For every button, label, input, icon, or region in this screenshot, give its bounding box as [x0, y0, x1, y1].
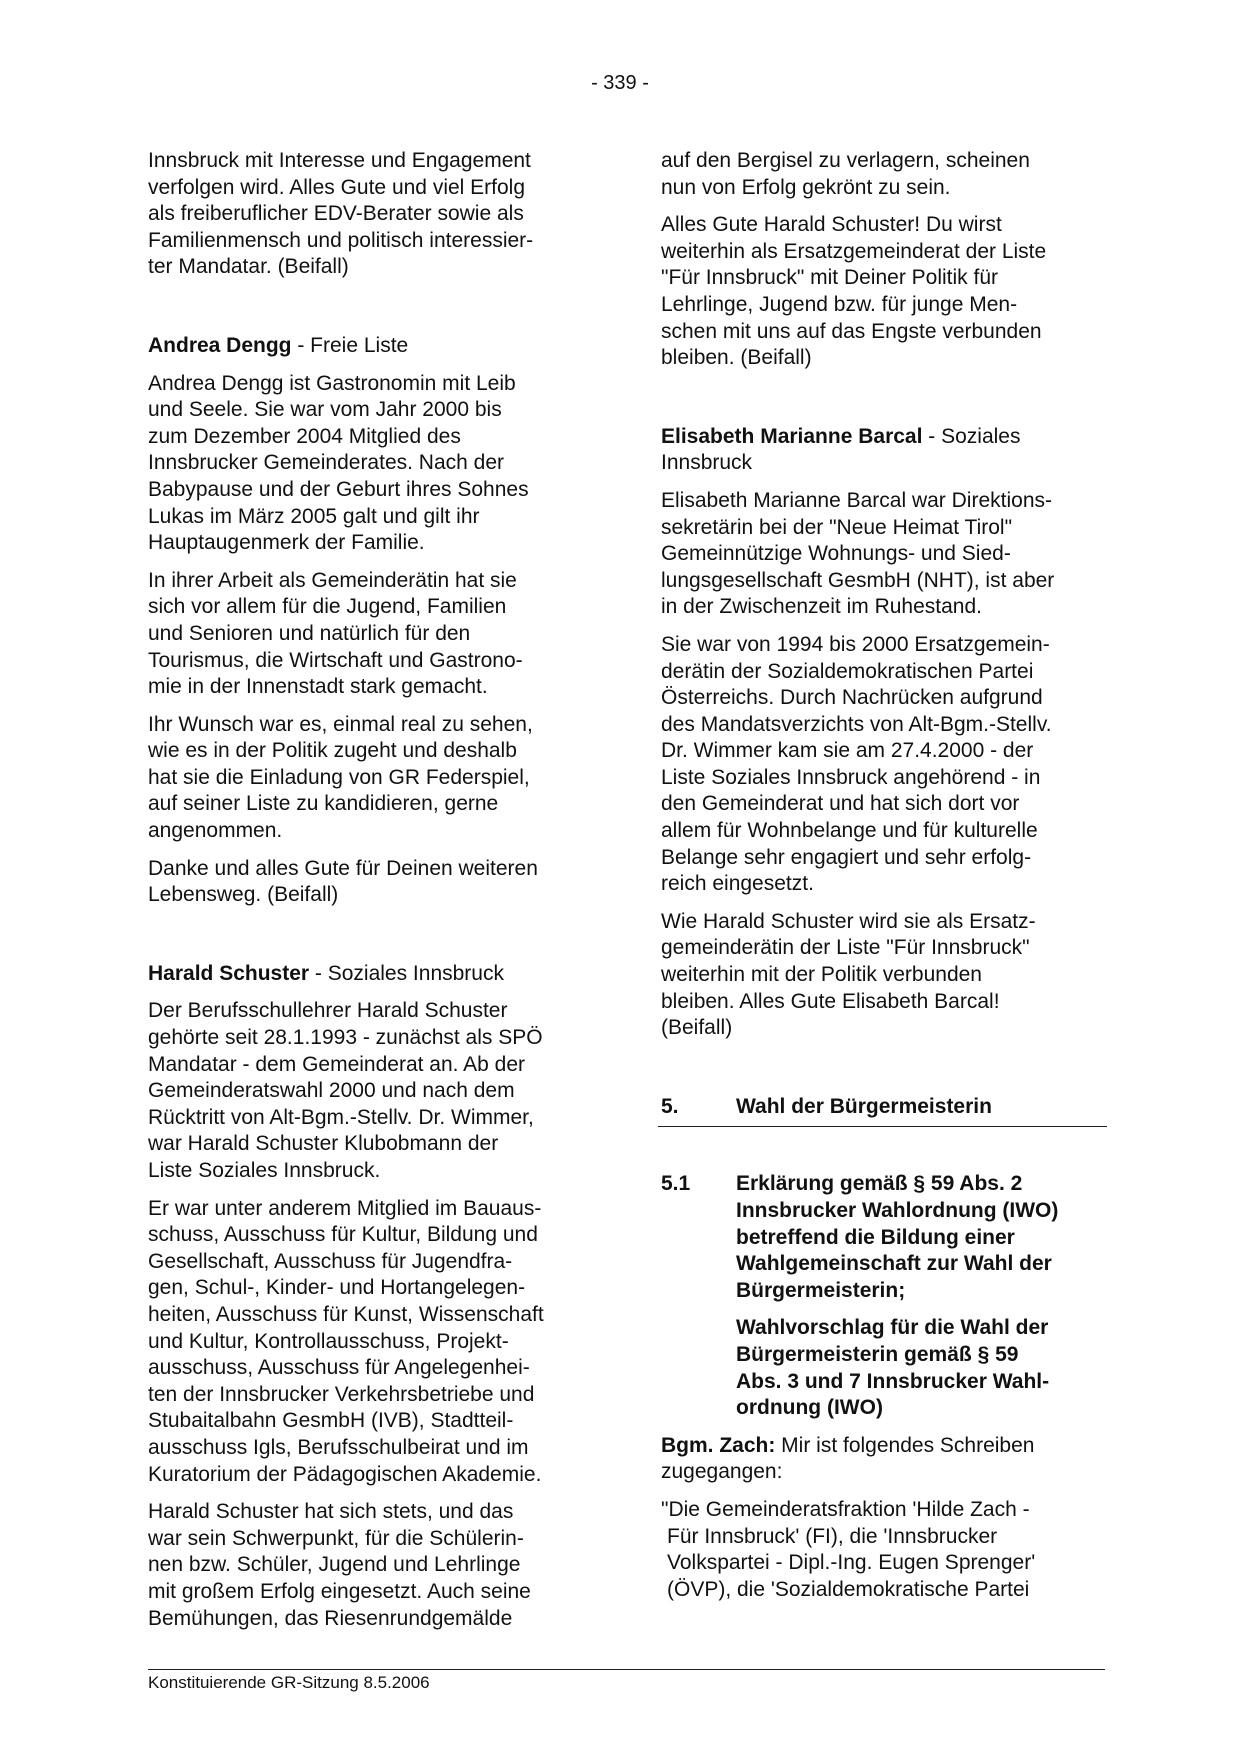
paragraph [148, 856, 588, 909]
text-line: Ihr Wunsch war es, einmal real zu sehen, [148, 712, 533, 736]
text-line: und Seele. Sie war vom Jahr 2000 bis [148, 398, 502, 422]
text-line: war Harald Schuster Klubobmann der [148, 1132, 499, 1156]
text-line: wie es in der Politik zugeht und deshalb [148, 739, 517, 763]
text-line: Familienmensch und politisch interessier- [148, 228, 534, 252]
person-party: - Freie Liste [291, 333, 409, 357]
text-line: Stubaitalbahn GesmbH (IVB), Stadtteil- [148, 1409, 514, 1433]
text-line: Lehrlinge, Jugend bzw. für junge Men- [661, 292, 1018, 316]
text-line: Alles Gute Harald Schuster! Du wirst [661, 213, 1002, 237]
text-line: Dr. Wimmer kam sie am 27.4.2000 - der [661, 739, 1034, 763]
subsection-title-2 [736, 1315, 1101, 1421]
text-line: Bürgermeisterin gemäß § 59 [736, 1342, 1019, 1366]
person-heading-dengg [148, 333, 588, 360]
text-line: sich vor allem für die Jugend, Familien [148, 595, 507, 619]
text-line: Bürgermeisterin; [736, 1278, 906, 1302]
text-line: ausschuss, Ausschuss für Angelegenhei- [148, 1356, 530, 1380]
text-line: schen mit uns auf das Engste verbunden [661, 319, 1042, 343]
person-heading-schuster [148, 961, 588, 988]
text-line: weiterhin als Ersatzgemeinderat der Liste [661, 239, 1047, 263]
text-line: Innsbruck mit Interesse und Engagement [148, 149, 531, 172]
section-number: 5. [661, 1094, 679, 1118]
text-line: Harald Schuster hat sich stets, und das [148, 1500, 514, 1524]
text-line: verfolgen wird. Alles Gute und viel Erfolg [148, 175, 526, 199]
paragraph [148, 1196, 588, 1489]
text-line: auf den Bergisel zu verlagern, scheinen [661, 149, 1030, 172]
text-line: Danke und alles Gute für Deinen weiteren [148, 856, 538, 880]
text-line: Lebensweg. (Beifall) [148, 883, 339, 907]
paragraph [661, 488, 1101, 621]
quote-line: (ÖVP), die 'Sozialdemokratische Partei [667, 1577, 1030, 1601]
paragraph [148, 998, 588, 1184]
text-line: Elisabeth Marianne Barcal war Direktions- [661, 488, 1052, 512]
text-line: Belange sehr engagiert und sehr erfolg- [661, 845, 1032, 869]
subsection-title [736, 1171, 1101, 1304]
text-line: in der Zwischenzeit im Ruhestand. [661, 595, 982, 619]
text-line: bleiben. Alles Gute Elisabeth Barcal! [661, 989, 1000, 1013]
paragraph [148, 568, 588, 701]
text-line: den Gemeinderat und hat sich dort vor [661, 792, 1020, 816]
text-line: bleiben. (Beifall) [661, 346, 812, 370]
text-line: Hauptaugenmerk der Familie. [148, 531, 425, 555]
paragraph [148, 1499, 588, 1632]
text-line: betreffend die Bildung einer [736, 1225, 1015, 1249]
text-line: Innsbrucker Wahlordnung (IWO) [736, 1199, 1059, 1222]
text-line: und Senioren und natürlich für den [148, 621, 471, 645]
text-line: Kuratorium der Pädagogischen Akademie. [148, 1462, 542, 1486]
text-line: Rücktritt von Alt-Bgm.-Stellv. Dr. Wimmer, [148, 1105, 534, 1129]
speaker-text-cont: zugegangen: [661, 1460, 783, 1484]
text-line: Der Berufsschullehrer Harald Schuster [148, 999, 508, 1023]
paragraph [661, 909, 1101, 1042]
quote [661, 1497, 1101, 1603]
text-line: Wahlvorschlag für die Wahl der [736, 1316, 1049, 1340]
text-line: Abs. 3 und 7 Innsbrucker Wahl- [736, 1369, 1050, 1393]
text-line: gehörte seit 28.1.1993 - zunächst als SPÖ [148, 1026, 543, 1050]
text-line: Wahlgemeinschaft zur Wahl der [736, 1252, 1052, 1276]
person-name: Harald Schuster [148, 961, 310, 985]
text-line: Mandatar - dem Gemeinderat an. Ab der [148, 1052, 526, 1076]
text-line: Wie Harald Schuster wird sie als Ersatz- [661, 909, 1036, 933]
text-line: Bemühungen, das Riesenrundgemälde [148, 1606, 513, 1630]
paragraph [148, 712, 588, 845]
text-line: gen, Schul-, Kinder- und Hortangelegen- [148, 1276, 526, 1300]
text-line: war sein Schwerpunkt, für die Schülerin- [148, 1526, 524, 1550]
paragraph [661, 632, 1101, 898]
quote-line: Für Innsbruck' (FI), die 'Innsbrucker [667, 1524, 998, 1548]
text-line: ordnung (IWO) [736, 1396, 883, 1420]
paragraph [661, 212, 1101, 372]
text-line: gemeinderätin der Liste "Für Innsbruck" [661, 936, 1030, 960]
speaker-paragraph [661, 1433, 1101, 1486]
text-line: Erklärung gemäß § 59 Abs. 2 [736, 1172, 1023, 1196]
text-line: (Beifall) [661, 1016, 733, 1040]
text-line: Österreichs. Durch Nachrücken aufgrund [661, 686, 1043, 710]
section-title: Wahl der Bürgermeisterin [736, 1094, 992, 1118]
text-line: Er war unter anderem Mitglied im Bauaus- [148, 1196, 542, 1220]
text-line: schuss, Ausschuss für Kultur, Bildung und [148, 1223, 538, 1247]
speaker-name: Bgm. Zach: [661, 1433, 776, 1457]
section-heading [658, 1094, 1107, 1128]
text-line: angenommen. [148, 819, 283, 843]
page-number: - 339 - [591, 72, 649, 94]
text-line: weiterhin mit der Politik verbunden [661, 963, 982, 987]
subsection-heading [661, 1171, 1101, 1432]
text-line: Tourismus, die Wirtschaft und Gastrono- [148, 648, 523, 672]
person-party: - Soziales Innsbruck [309, 961, 504, 985]
person-name: Andrea Dengg [148, 333, 292, 357]
text-line: "Für Innsbruck" mit Deiner Politik für [661, 266, 999, 290]
person-party-cont: Innsbruck [661, 451, 753, 475]
text-line: des Mandatsverzichts von Alt-Bgm.-Stellv. [661, 712, 1052, 736]
text-line: Sie war von 1994 bis 2000 Ersatzgemein- [661, 632, 1050, 656]
text-line: reich eingesetzt. [661, 872, 814, 896]
text-line: Liste Soziales Innsbruck angehörend - in [661, 765, 1041, 789]
text-line: als freiberuflicher EDV-Berater sowie als [148, 202, 524, 226]
footer-rule [148, 1669, 1105, 1670]
text-line: sekretärin bei der "Neue Heimat Tirol" [661, 515, 1013, 539]
text-line: Andrea Dengg ist Gastronomin mit Leib [148, 371, 516, 395]
text-line: mie in der Innenstadt stark gemacht. [148, 675, 488, 699]
text-line: mit großem Erfolg eingesetzt. Auch seine [148, 1579, 531, 1603]
quote-line: "Die Gemeinderatsfraktion 'Hilde Zach - [661, 1497, 1030, 1521]
paragraph [148, 148, 588, 281]
text-line: Gesellschaft, Ausschuss für Jugendfra- [148, 1249, 513, 1273]
text-line: Gemeinnützige Wohnungs- und Sied- [661, 542, 1011, 566]
text-line: Lukas im März 2005 galt und gilt ihr [148, 504, 480, 528]
text-line: ter Mandatar. (Beifall) [148, 255, 349, 279]
text-line: Innsbrucker Gemeinderates. Nach der [148, 451, 505, 475]
left-column [148, 148, 588, 1643]
text-line: Liste Soziales Innsbruck. [148, 1159, 381, 1182]
footer-text: Konstituierende GR-Sitzung 8.5.2006 [148, 1673, 430, 1692]
text-line: ten der Innsbrucker Verkehrsbetriebe und [148, 1382, 535, 1406]
text-line: nen bzw. Schüler, Jugend und Lehrlinge [148, 1553, 521, 1577]
person-party: - Soziales [922, 424, 1021, 448]
text-line: zum Dezember 2004 Mitglied des [148, 424, 461, 448]
text-line: Babypause und der Geburt ihres Sohnes [148, 477, 529, 501]
right-column [661, 148, 1101, 1603]
text-line: lungsgesellschaft GesmbH (NHT), ist aber [661, 568, 1055, 592]
text-line: In ihrer Arbeit als Gemeinderätin hat sie [148, 568, 517, 592]
person-heading-barcal [661, 424, 1101, 477]
person-name: Elisabeth Marianne Barcal [661, 424, 923, 448]
subsection-number: 5.1 [661, 1172, 691, 1196]
text-line: ausschuss Igls, Berufsschulbeirat und im [148, 1435, 529, 1459]
text-line: auf seiner Liste zu kandidieren, gerne [148, 792, 499, 816]
text-line: allem für Wohnbelange und für kulturelle [661, 819, 1038, 843]
paragraph [661, 148, 1101, 201]
text-line: nun von Erfolg gekrönt zu sein. [661, 175, 951, 199]
text-line: hat sie die Einladung von GR Federspiel, [148, 765, 530, 789]
paragraph [148, 371, 588, 557]
text-line: Gemeinderatswahl 2000 und nach dem [148, 1079, 515, 1103]
text-line: und Kultur, Kontrollausschuss, Projekt- [148, 1329, 509, 1353]
text-line: heiten, Ausschuss für Kunst, Wissenschaft [148, 1302, 544, 1326]
text-line: derätin der Sozialdemokratischen Partei [661, 659, 1034, 683]
quote-line: Volkspartei - Dipl.-Ing. Eugen Sprenger' [667, 1551, 1036, 1575]
speaker-text: Mir ist folgendes Schreiben [775, 1433, 1035, 1457]
